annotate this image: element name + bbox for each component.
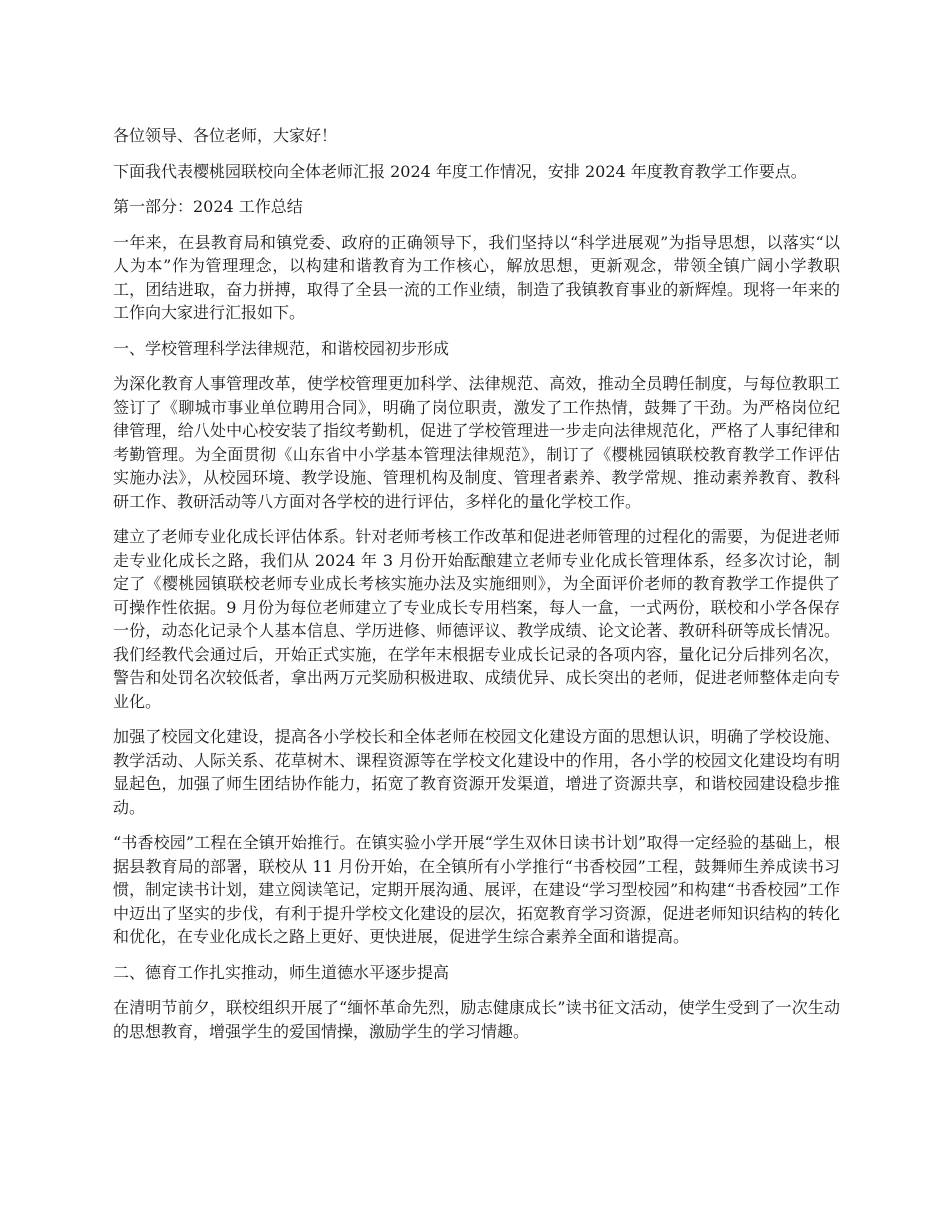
section-heading-moral-education: 二、德育工作扎实推动，师生道德水平逐步提高 <box>113 962 450 982</box>
greeting-paragraph: 各位领导、各位老师，大家好！ <box>113 126 338 145</box>
section-heading-management: 一、学校管理科学法律规范，和谐校园初步形成 <box>113 338 450 358</box>
campus-culture-paragraph: 加强了校园文化建设，提高各小学校长和全体老师在校园文化建设方面的思想认识，明确了学校设施、教学活动、人际关系、花草树木、课程资源等在学校文化建设中的作用，各小学的校园文化建设均有明显起色，加强了师生团结协作能力，拓宽了教育资源开发渠道，增进了资源共享，和谐校园建设稳步推动。 <box>113 727 840 817</box>
intro-paragraph: 下面我代表樱桃园联校向全体老师汇报 2024 年度工作情况，安排 2024 年度教育教学工作要点。 <box>113 161 807 181</box>
management-paragraph: 为深化教育人事管理改革，使学校管理更加科学、法律规范、高效，推动全员聘任制度，与每位教职工签订了《聊城市事业单位聘用合同》，明确了岗位职责，激发了工作热情，鼓舞了干劲。为严格岗位纪律管理，给八处中心校安装了指纹考勤机，促进了学校管理进一步走向法律规范化，严格了人事纪律和考勤管理。为全面贯彻《山东省中小学基本管理法律规范》，制订了《樱桃园镇联校教育教学工作评估实施办法》，从校园环境、教学设施、管理机构及制度、管理者素养、教学常规、推动素养教育、教科研工作、教研活动等八方面对各学校的进行评估，多样化的量化学校工作。 <box>113 374 840 511</box>
overview-paragraph: 一年来，在县教育局和镇党委、政府的正确领导下，我们坚持以“科学进展观”为指导思想，以落实“以人为本”作为管理理念，以构建和谐教育为工作核心，解放思想，更新观念，带领全镇广阔小学教职工，团结进取，奋力拼搏，取得了全县一流的工作业绩，制造了我镇教育事业的新辉煌。现将一年来的工作向大家进行汇报如下。 <box>113 232 840 322</box>
moral-education-paragraph: 在清明节前夕，联校组织开展了“缅怀革命先烈，励志健康成长”读书征文活动，使学生受到了一次生动的思想教育，增强学生的爱国情操，激励学生的学习情趣。 <box>113 998 840 1041</box>
section-heading-part-one: 第一部分：2024 工作总结 <box>113 197 303 216</box>
document-body <box>113 124 840 1055</box>
reading-campus-paragraph: “书香校园”工程在全镇开始推行。在镇实验小学开展“学生双休日读书计划”取得一定经验的基础上，根据县教育局的部署，联校从 11 月份开始，在全镇所有小学推行“书香校园”工程，鼓舞师生养成读书习惯，制定读书计划，建立阅读笔记，定期开展沟通、展评，在建设“学习型校园”和构建“书香校园”工作中迈出了坚实的步伐，有利于提升学校文化建设的层次，拓宽教育学习资源，促进老师知识结构的转化和优化，在专业化成长之路上更好、更快进展，促进学生综合素养全面和谐提高。 <box>113 833 840 946</box>
teacher-growth-paragraph: 建立了老师专业化成长评估体系。针对老师考核工作改革和促进老师管理的过程化的需要，为促进老师走专业化成长之路，我们从 2024 年 3 月份开始酝酿建立老师专业化成长管理体系，经多次讨论，制定了《樱桃园镇联校老师专业成长考核实施办法及实施细则》，为全面评价老师的教育教学工作提供了可操作性依据。9 月份为每位老师建立了专业成长专用档案，每人一盒，一式两份，联校和小学各保存一份，动态化记录个人基本信息、学历进修、师德评议、教学成绩、论文论著、教研科研等成长情况。我们经教代会通过后，开始正式实施，在学年末根据专业成长记录的各项内容，量化记分后排列名次，警告和处罚名次较低者，拿出两万元奖励积极进取、成绩优异、成长突出的老师，促进老师整体走向专业化。 <box>113 527 840 711</box>
